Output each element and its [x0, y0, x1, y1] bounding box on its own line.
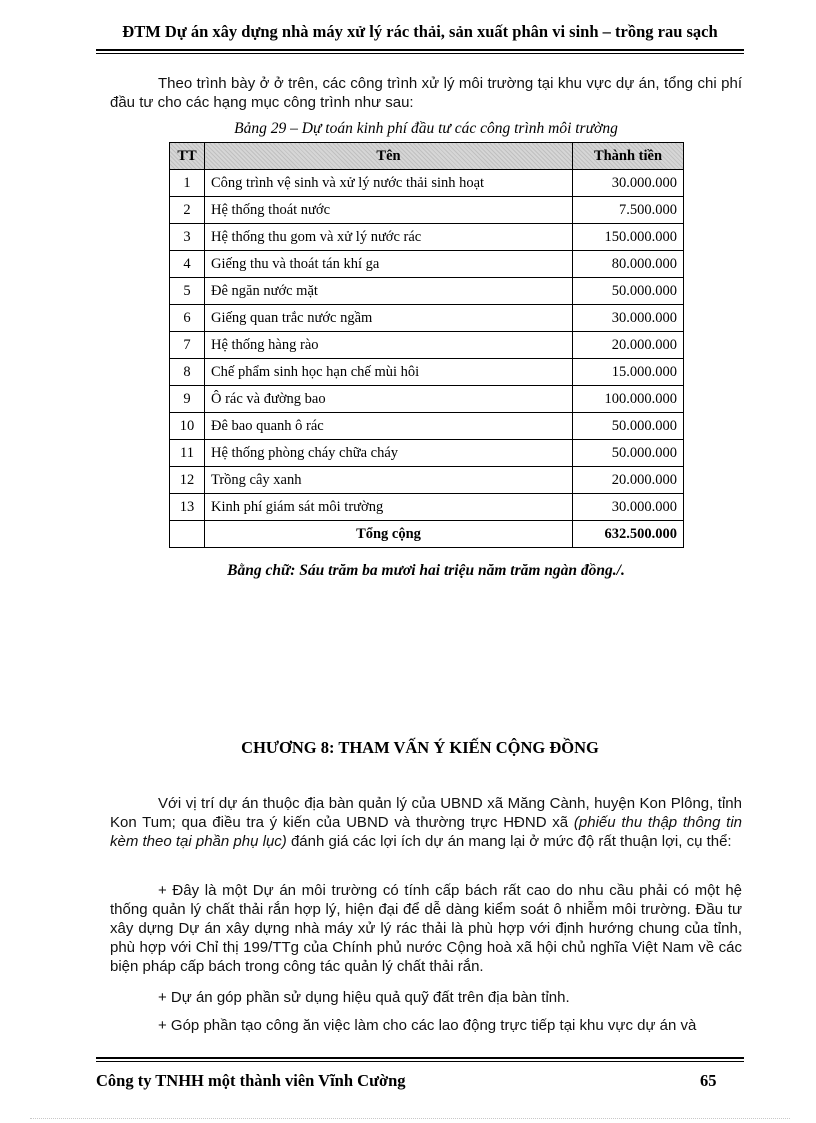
row-name: Trồng cây xanh	[205, 467, 573, 494]
total-label: Tổng cộng	[205, 521, 573, 548]
row-tt: 12	[170, 467, 205, 494]
paragraph-2: + Đây là một Dự án môi trường có tính cấp bách rất cao do nhu cầu phải có một hệ thống quản lý chất thải rắn hợp lý, hiện đại để dễ dàng kiểm soát ô nhiễm môi trường. Đầu tư xây dựng Dự án xây dựng nhà máy xử lý rác thải là phù hợp với định hướng chung của tỉnh, phù hợp với Chỉ thị 199/TTg của Chính phủ nước Cộng hoà xã hội chủ nghĩa Việt Nam về các biện pháp cấp bách trong công tác quản lý chất thải rắn.	[110, 882, 742, 975]
page-header-title: ĐTM Dự án xây dựng nhà máy xử lý rác thải, sản xuất phân vi sinh – trồng rau sạch	[122, 22, 718, 41]
row-name: Giếng thu và thoát tán khí ga	[205, 251, 573, 278]
table-row	[170, 278, 684, 305]
row-tt: 4	[170, 251, 205, 278]
table-row	[170, 440, 684, 467]
row-tt: 2	[170, 197, 205, 224]
row-name: Đê bao quanh ô rác	[205, 413, 573, 440]
row-amount: 30.000.000	[573, 170, 684, 197]
row-tt: 10	[170, 413, 205, 440]
header-name: Tên	[205, 143, 573, 170]
table-row	[170, 386, 684, 413]
table-row	[170, 197, 684, 224]
chapter-title: CHƯƠNG 8: THAM VẤN Ý KIẾN CỘNG ĐỒNG	[241, 738, 599, 757]
paragraph-1-text-end: đánh giá các lợi ích dự án mang lại ở mức độ rất thuận lợi, cụ thể:	[286, 833, 732, 850]
row-tt: 11	[170, 440, 205, 467]
header-amount: Thành tiền	[573, 143, 684, 170]
row-tt: 13	[170, 494, 205, 521]
row-tt: 7	[170, 332, 205, 359]
table-caption: Bảng 29 – Dự toán kinh phí đầu tư các công trình môi trường	[234, 120, 618, 137]
paragraph-3: + Dự án góp phần sử dụng hiệu quả quỹ đất trên địa bàn tỉnh.	[158, 989, 570, 1006]
header-tt: TT	[170, 143, 205, 170]
total-empty-cell	[170, 521, 205, 548]
row-amount: 50.000.000	[573, 440, 684, 467]
row-tt: 5	[170, 278, 205, 305]
header-rule-thick	[96, 49, 744, 51]
row-name: Công trình vệ sinh và xử lý nước thải sinh hoạt	[205, 170, 573, 197]
row-name: Hệ thống thu gom và xử lý nước rác	[205, 224, 573, 251]
row-amount: 30.000.000	[573, 494, 684, 521]
page-bottom-dotted-line	[30, 1118, 790, 1119]
total-amount: 632.500.000	[573, 521, 684, 548]
row-amount: 150.000.000	[573, 224, 684, 251]
row-amount: 50.000.000	[573, 413, 684, 440]
paragraph-1-italic: (phiếu thu thập thông tin kèm theo tại phần phụ lục)	[110, 814, 743, 850]
row-name: Giếng quan trắc nước ngầm	[205, 305, 573, 332]
row-amount: 20.000.000	[573, 467, 684, 494]
row-amount: 7.500.000	[573, 197, 684, 224]
row-name: Ô rác và đường bao	[205, 386, 573, 413]
row-name: Kinh phí giám sát môi trường	[205, 494, 573, 521]
page-number: 65	[700, 1071, 717, 1090]
table-row	[170, 359, 684, 386]
intro-paragraph: Theo trình bày ở ở trên, các công trình xử lý môi trường tại khu vực dự án, tổng chi phí đầu tư cho các hạng mục công trình như sau:	[110, 75, 742, 111]
table-total-row	[170, 521, 684, 548]
row-amount: 50.000.000	[573, 278, 684, 305]
footer-rule-thin	[96, 1061, 744, 1062]
row-amount: 15.000.000	[573, 359, 684, 386]
header-rule-thin	[96, 53, 744, 54]
row-name: Hệ thống thoát nước	[205, 197, 573, 224]
paragraph-1-text: Với vị trí dự án thuộc địa bàn quản lý của UBND xã Măng Cành, huyện Kon Plông, tỉnh Kon Tum; qua điều tra ý kiến của UBND và thường trực HĐND xã	[110, 795, 742, 831]
row-name: Hệ thống hàng rào	[205, 332, 573, 359]
row-amount: 80.000.000	[573, 251, 684, 278]
row-tt: 1	[170, 170, 205, 197]
row-tt: 8	[170, 359, 205, 386]
row-tt: 9	[170, 386, 205, 413]
table-row	[170, 332, 684, 359]
cost-table	[169, 142, 684, 548]
table-row	[170, 170, 684, 197]
table-row	[170, 467, 684, 494]
footer-rule-thick	[96, 1057, 744, 1059]
row-name: Hệ thống phòng cháy chữa cháy	[205, 440, 573, 467]
footer-company: Công ty TNHH một thành viên Vĩnh Cường	[96, 1071, 406, 1090]
table-row	[170, 224, 684, 251]
table-header-row	[170, 143, 684, 170]
row-amount: 20.000.000	[573, 332, 684, 359]
row-tt: 3	[170, 224, 205, 251]
row-name: Đê ngăn nước mặt	[205, 278, 573, 305]
row-amount: 100.000.000	[573, 386, 684, 413]
amount-in-words: Bằng chữ: Sáu trăm ba mươi hai triệu năm trăm ngàn đồng./.	[227, 562, 625, 579]
table-row	[170, 413, 684, 440]
row-amount: 30.000.000	[573, 305, 684, 332]
paragraph-4: + Góp phần tạo công ăn việc làm cho các lao động trực tiếp tại khu vực dự án và	[158, 1017, 697, 1034]
table-row	[170, 494, 684, 521]
row-name: Chế phẩm sinh học hạn chế mùi hôi	[205, 359, 573, 386]
row-tt: 6	[170, 305, 205, 332]
table-row	[170, 251, 684, 278]
table-row	[170, 305, 684, 332]
paragraph-1	[110, 794, 742, 851]
